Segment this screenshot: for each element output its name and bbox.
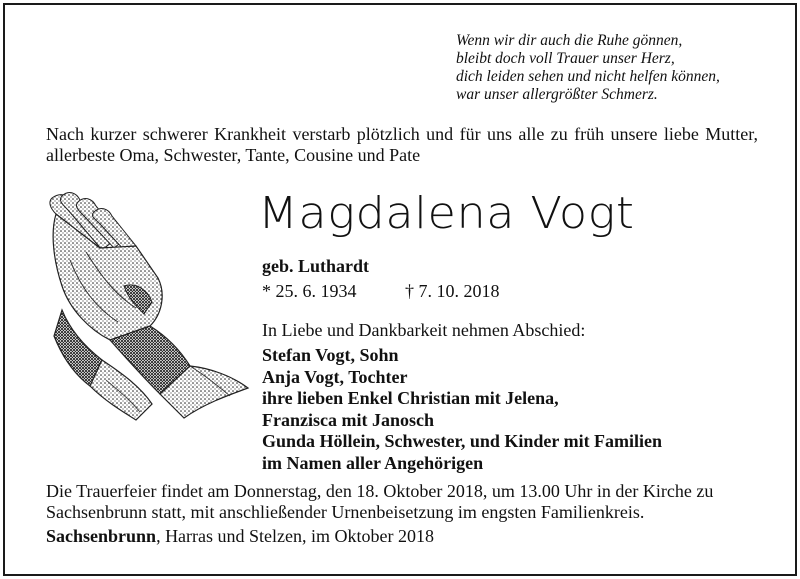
farewell-line: In Liebe und Dankbarkeit nehmen Abschied: — [262, 320, 586, 340]
birth-name: geb. Luthardt — [262, 256, 370, 276]
deceased-name: Magdalena Vogt — [258, 188, 635, 239]
signoff-rest: , Harras und Stelzen, im Oktober 2018 — [156, 526, 434, 546]
mourner-line: Gunda Höllein, Schwester, und Kinder mit Familien — [262, 431, 663, 451]
poem-line: dich leiden sehen und nicht helfen können, — [456, 68, 720, 85]
mourner-line: Franzisca mit Janosch — [262, 409, 434, 430]
signoff — [46, 526, 434, 547]
funeral-details: Die Trauerfeier findet am Donnerstag, den 18. Oktober 2018, um 13.00 Uhr in der Kirche zu Sachsenbrunn statt, mit anschließender Urnenbeisetzung im engsten Familienkreis. — [46, 481, 714, 522]
poem-line: Wenn wir dir auch die Ruhe gönnen, — [456, 32, 683, 49]
mourner-line: Stefan Vogt, Sohn — [262, 345, 399, 365]
mourner-line: im Namen aller Angehörigen — [262, 452, 484, 473]
mourners-list — [262, 345, 662, 474]
death-date: † 7. 10. 2018 — [405, 281, 500, 301]
poem — [456, 32, 720, 104]
birth-date: * 25. 6. 1934 — [262, 281, 357, 301]
poem-line: bleibt doch voll Trauer unser Herz, — [456, 50, 675, 67]
life-dates — [262, 281, 500, 302]
intro-text: Nach kurzer schwerer Krankheit verstarb plötzlich und für uns alle zu früh unsere liebe Mutter, allerbeste Oma, Schwester, Tante, Cousine und Pate — [46, 124, 758, 165]
praying-hands-icon — [40, 190, 250, 422]
mourner-line: Anja Vogt, Tochter — [262, 366, 408, 387]
signoff-place: Sachsenbrunn — [46, 526, 157, 546]
poem-line: war unser allergrößter Schmerz. — [456, 86, 658, 103]
mourner-line: ihre lieben Enkel Christian mit Jelena, — [262, 388, 559, 408]
